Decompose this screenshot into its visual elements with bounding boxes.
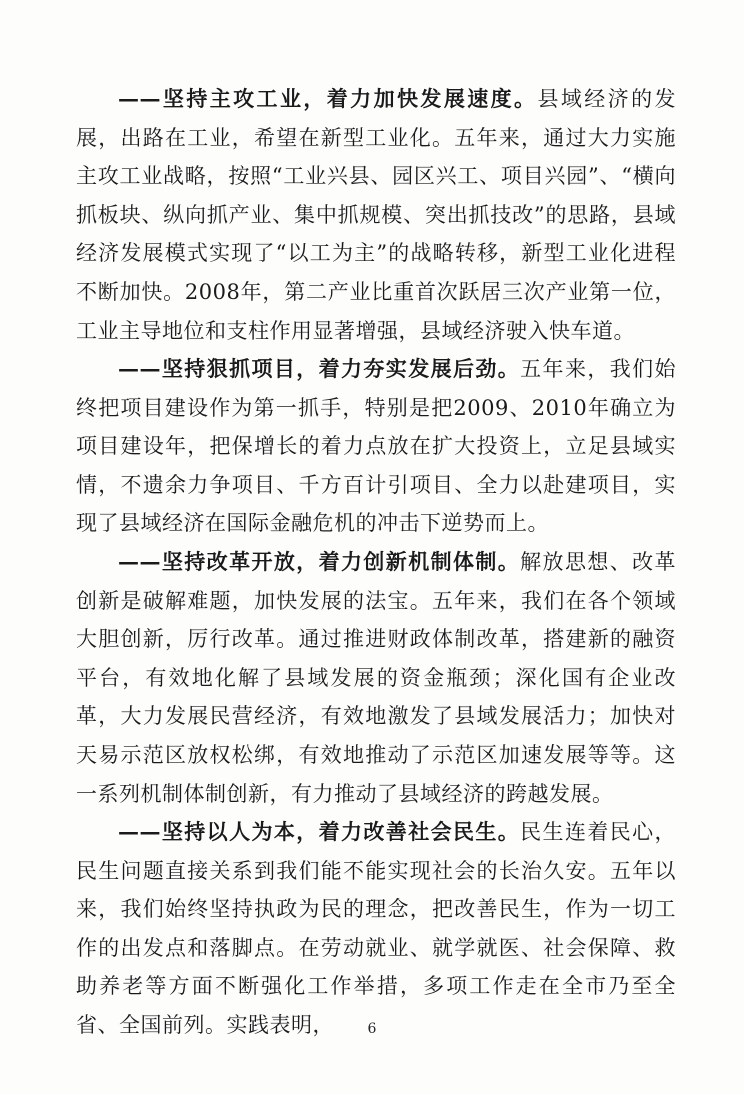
paragraph-text: 民生连着民心，民生问题直接关系到我们能不能实现社会的长治久安。五年以来，我们始终坚持执政为民的理念，把改善民生，作为一切工作的出发点和落脚点。在劳动就业、就学就医、社会保障、救助养老等方面不断强化工作举措，多项工作走在全市乃至全省、全国前列。实践表明， [76,820,677,1037]
page-number: 6 [367,1021,377,1037]
paragraph-projects [76,350,676,543]
paragraph-heading: ——坚持狠抓项目，着力夯实发展后劲。 [118,356,521,381]
paragraph-reform [76,543,676,813]
paragraph-heading: ——坚持以人为本，着力改善社会民生。 [118,819,521,844]
paragraph-text: 解放思想、改革创新是破解难题，加快发展的法宝。五年来，我们在各个领域大胆创新，厉行改革。通过推进财政体制改革，搭建新的融资平台，有效地化解了县域发展的资金瓶颈；深化国有企业改革，大力发展民营经济，有效地激发了县域发展活力；加快对天易示范区放权松绑，有效地推动了示范区加速发展等等。这一系列机制体制创新，有力推动了县域经济的跨越发展。 [76,550,677,806]
paragraph-text: 五年来，我们始终把项目建设作为第一抓手，特别是把2009、2010年确立为项目建设年，把保增长的着力点放在扩大投资上，立足县域实情，不遗余力争项目、千方百计引项目、全力以赴建项目，实现了县域经济在国际金融危机的冲击下逆势而上。 [76,357,677,536]
paragraph-livelihood [76,813,676,1045]
paragraph-heading: ——坚持改革开放，着力创新机制体制。 [118,549,521,574]
paragraph-text: 县域经济的发展，出路在工业，希望在新型工业化。五年来，通过大力实施主攻工业战略，按照“工业兴县、园区兴工、项目兴园”、“横向抓板块、纵向抓产业、集中抓规模、突出抓技改”的思路，县域经济发展模式实现了“以工为主”的战略转移，新型工业化进程不断加快。2008年，第二产业比重首次跃居三次产业第一位，工业主导地位和支柱作用显著增强，县域经济驶入快车道。 [76,87,676,343]
document-body [76,80,676,1045]
paragraph-industry [76,80,676,350]
paragraph-heading: ——坚持主攻工业，着力加快发展速度。 [118,86,538,111]
